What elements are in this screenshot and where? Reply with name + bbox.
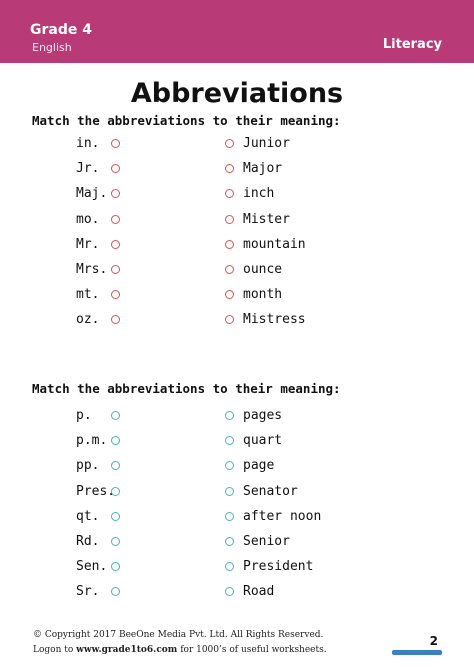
match-circle-right[interactable] — [225, 487, 234, 496]
match-circle-left[interactable] — [111, 487, 120, 496]
match-circle-left[interactable] — [111, 164, 120, 173]
website-link[interactable]: www.grade1to6.com — [76, 645, 178, 655]
meaning-text: quart — [243, 433, 283, 449]
meaning-text: Road — [243, 584, 275, 600]
abbreviation-text: mo. — [76, 211, 100, 227]
match-circle-right[interactable] — [225, 562, 234, 571]
match-circle-left[interactable] — [111, 240, 120, 249]
meaning-text: inch — [243, 186, 275, 202]
abbreviation-text: Sen. — [76, 559, 108, 575]
section2-instruction: Match the abbreviations to their meaning: — [32, 381, 341, 396]
copyright-text: © Copyright 2017 BeeOne Media Pvt. Ltd. All Rights Reserved. — [33, 630, 324, 640]
match-circle-right[interactable] — [225, 315, 234, 324]
match-row — [0, 186, 474, 206]
match-circle-right[interactable] — [225, 512, 234, 521]
page-title: Abbreviations — [130, 78, 344, 109]
match-circle-left[interactable] — [111, 265, 120, 274]
match-circle-right[interactable] — [225, 164, 234, 173]
abbreviation-text: p.m. — [76, 433, 108, 449]
subject-label: English — [32, 41, 72, 54]
abbreviation-text: oz. — [76, 312, 100, 328]
meaning-text: President — [243, 559, 314, 575]
meaning-text: mountain — [243, 236, 306, 252]
abbreviation-text: Pres. — [76, 483, 116, 499]
match-circle-right[interactable] — [225, 537, 234, 546]
abbreviation-text: Rd. — [76, 534, 100, 549]
match-circle-left[interactable] — [111, 189, 120, 198]
header-banner — [0, 0, 474, 63]
match-circle-left[interactable] — [111, 562, 120, 571]
match-circle-right[interactable] — [225, 139, 234, 148]
match-circle-right[interactable] — [225, 461, 234, 470]
meaning-text: ounce — [243, 262, 283, 277]
match-row — [0, 136, 474, 156]
meaning-text: Major — [243, 161, 283, 177]
grade-label: Grade 4 — [30, 22, 92, 38]
match-circle-left[interactable] — [111, 587, 120, 596]
match-circle-right[interactable] — [225, 436, 234, 445]
match-circle-left[interactable] — [111, 290, 120, 299]
meaning-text: pages — [243, 408, 283, 423]
meaning-text: Mistress — [243, 312, 306, 328]
match-circle-left[interactable] — [111, 537, 120, 546]
match-circle-right[interactable] — [225, 215, 234, 224]
meaning-text: Senator — [243, 483, 298, 499]
footer-bar — [392, 650, 442, 655]
abbreviation-text: qt. — [76, 508, 100, 524]
match-row — [0, 262, 474, 282]
match-circle-left[interactable] — [111, 436, 120, 445]
match-row — [0, 458, 474, 478]
match-circle-left[interactable] — [111, 461, 120, 470]
match-circle-right[interactable] — [225, 411, 234, 420]
abbreviation-text: Mr. — [76, 236, 100, 252]
abbreviation-text: p. — [76, 408, 92, 423]
match-row — [0, 433, 474, 453]
meaning-text: Mister — [243, 211, 290, 227]
meaning-text: month — [243, 287, 283, 303]
match-row — [0, 312, 474, 332]
match-row — [0, 408, 474, 428]
abbreviation-text: pp. — [76, 458, 100, 474]
match-circle-right[interactable] — [225, 240, 234, 249]
abbreviation-text: mt. — [76, 287, 100, 303]
match-circle-right[interactable] — [225, 587, 234, 596]
match-circle-right[interactable] — [225, 265, 234, 274]
abbreviation-text: in. — [76, 136, 100, 151]
abbreviation-text: Sr. — [76, 584, 100, 600]
match-row — [0, 484, 474, 504]
meaning-text: page — [243, 458, 275, 474]
match-row — [0, 584, 474, 604]
match-row — [0, 287, 474, 307]
match-row — [0, 212, 474, 232]
page-number: 2 — [429, 634, 438, 648]
match-circle-left[interactable] — [111, 411, 120, 420]
section1-instruction: Match the abbreviations to their meaning: — [32, 113, 341, 128]
meaning-text: Senior — [243, 534, 290, 549]
meaning-text: Junior — [243, 136, 290, 151]
match-row — [0, 509, 474, 529]
match-row — [0, 559, 474, 579]
match-row — [0, 161, 474, 181]
match-circle-left[interactable] — [111, 215, 120, 224]
match-circle-left[interactable] — [111, 315, 120, 324]
logon-suffix: for 1000’s of useful worksheets. — [177, 645, 327, 655]
match-circle-left[interactable] — [111, 512, 120, 521]
match-row — [0, 534, 474, 554]
topic-label: Literacy — [382, 37, 442, 52]
abbreviation-text: Jr. — [76, 161, 100, 177]
logon-prefix: Logon to — [33, 645, 77, 655]
match-circle-right[interactable] — [225, 290, 234, 299]
logon-text — [33, 645, 327, 655]
abbreviation-text: Mrs. — [76, 262, 108, 277]
abbreviation-text: Maj. — [76, 186, 108, 202]
match-circle-left[interactable] — [111, 139, 120, 148]
match-row — [0, 237, 474, 257]
meaning-text: after noon — [243, 508, 322, 524]
match-circle-right[interactable] — [225, 189, 234, 198]
